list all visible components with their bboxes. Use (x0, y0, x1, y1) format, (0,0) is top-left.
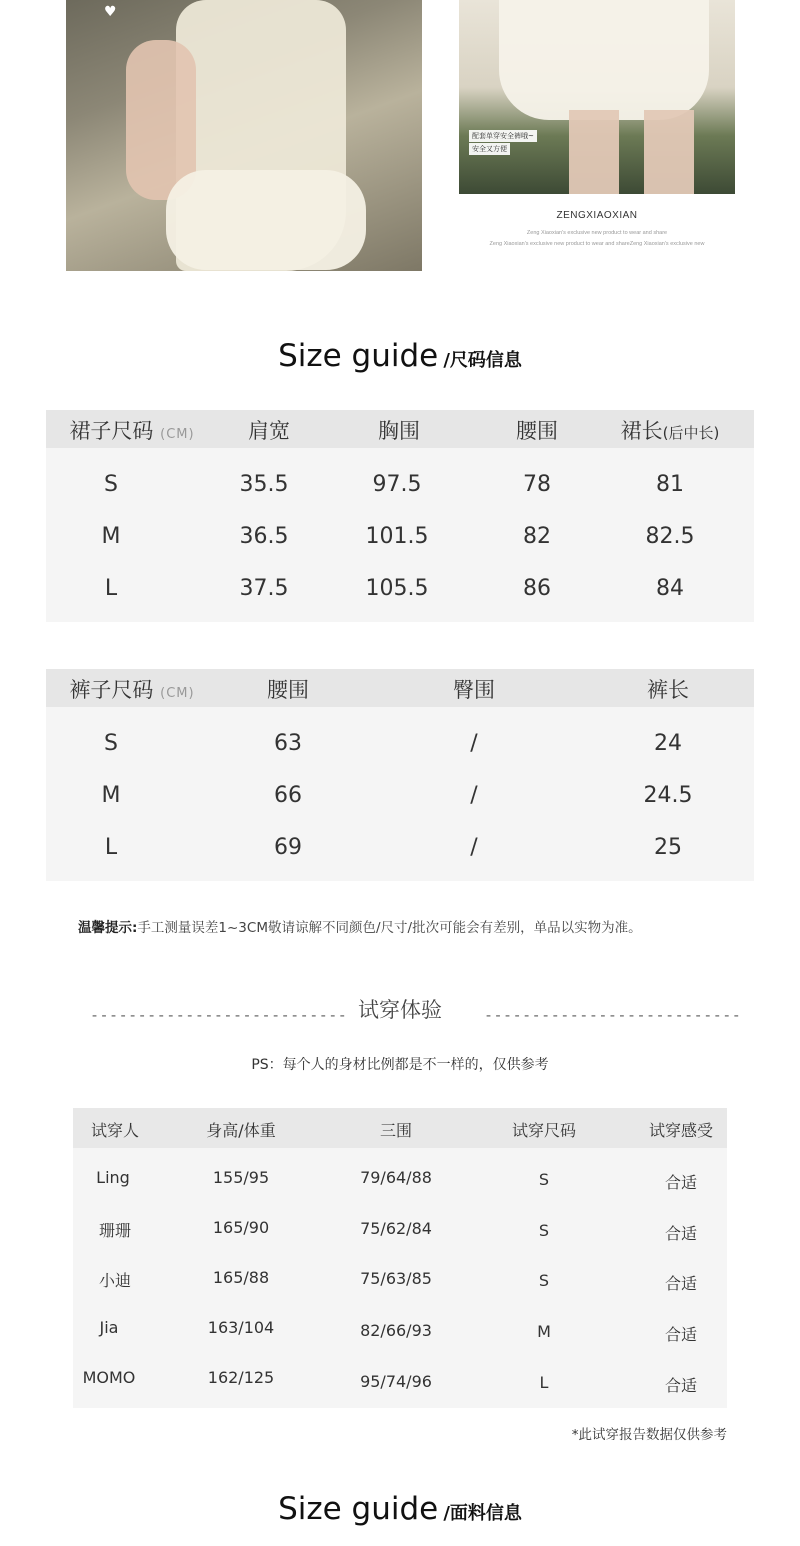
skirt-size-table (46, 410, 754, 622)
table-cell: S (538, 1221, 550, 1240)
skirt-table-header (46, 410, 754, 448)
divider-left: --------------------------- (90, 1006, 348, 1024)
table-cell: 25 (654, 835, 682, 860)
heart-icon: ♥ (104, 4, 117, 20)
table-cell: 97.5 (372, 472, 422, 497)
table-cell: 69 (274, 835, 302, 860)
try-on-footnote: *此试穿报告数据仅供参考 (571, 1427, 727, 1443)
fabric-guide-title: Size guide (278, 1491, 439, 1527)
table-cell: 84 (656, 576, 684, 601)
table-cell: 珊珊 (98, 1221, 132, 1240)
table-cell: 101.5 (365, 524, 429, 549)
table-cell: 155/95 (212, 1168, 270, 1187)
try-on-table (73, 1108, 727, 1408)
brand-subline-2: Zeng Xiaoxian's exclusive new product to wear and shareZeng Xiaoxian's exclusive new (489, 241, 705, 247)
header-shoulder: 肩宽 (248, 419, 290, 443)
header-tester: 试穿人 (90, 1121, 140, 1140)
header-pants-length: 裤长 (647, 678, 689, 702)
table-cell: 105.5 (365, 576, 429, 601)
table-cell: 78 (523, 472, 551, 497)
table-cell: 66 (274, 783, 302, 808)
notice-text: 手工测量误差1~3CM敬请谅解不同颜色/尺寸/批次可能会有差别，单品以实物为准。 (137, 920, 642, 936)
pants-size-header: 裤子尺码 (CM) (69, 678, 195, 702)
header-skirt-length: 裙长(后中长) (620, 419, 720, 443)
table-cell: 35.5 (239, 472, 289, 497)
measurement-notice (78, 916, 642, 936)
header-fit: 试穿感受 (648, 1121, 714, 1140)
table-cell: 79/64/88 (360, 1168, 432, 1187)
fabric-guide-subtitle: /面料信息 (443, 1503, 522, 1524)
pants-table-header (46, 669, 754, 707)
pants-size-table (46, 669, 754, 881)
notice-label: 温馨提示: (78, 920, 138, 936)
size-guide-subtitle: /尺码信息 (443, 350, 522, 371)
product-photo-left (66, 0, 422, 271)
table-cell: 95/74/96 (360, 1372, 432, 1391)
header-tried-size: 试穿尺码 (511, 1121, 577, 1140)
table-cell: 165/90 (212, 1218, 270, 1237)
ps-note: PS：每个人的身材比例都是不一样的，仅供参考 (251, 1057, 549, 1073)
try-on-title: 试穿体验 (358, 998, 442, 1022)
table-cell: Jia (99, 1318, 119, 1337)
table-cell: 82/66/93 (360, 1321, 432, 1340)
table-cell: 小迪 (98, 1271, 132, 1290)
table-cell: L (539, 1373, 549, 1392)
table-cell: 165/88 (212, 1268, 270, 1287)
header-height-weight: 身高/体重 (206, 1121, 276, 1140)
header-waist: 腰围 (267, 678, 309, 702)
table-cell: / (470, 835, 478, 860)
table-cell: S (104, 731, 118, 756)
table-cell: 82 (523, 524, 551, 549)
table-cell: S (538, 1170, 550, 1189)
table-cell: S (104, 472, 118, 497)
table-cell: 163/104 (207, 1318, 275, 1337)
divider-right: --------------------------- (484, 1006, 742, 1024)
table-cell: 162/125 (207, 1368, 275, 1387)
size-guide-heading (0, 338, 800, 374)
table-cell: 75/62/84 (360, 1219, 432, 1238)
skirt-size-header: 裙子尺码 (CM) (69, 419, 195, 443)
table-cell: 合适 (664, 1376, 698, 1395)
table-cell: 82.5 (645, 524, 695, 549)
photo-tag-line-2: 安全又方便 (469, 143, 510, 155)
header-measurements: 三围 (379, 1121, 413, 1140)
brand-name: ZENGXIAOXIAN (556, 210, 638, 221)
table-cell: MOMO (82, 1368, 136, 1387)
table-cell: 24 (654, 731, 682, 756)
table-cell: 24.5 (643, 783, 693, 808)
table-cell: 63 (274, 731, 302, 756)
header-waist: 腰围 (516, 419, 558, 443)
product-photo-right (459, 0, 735, 194)
try-on-table-header (73, 1108, 727, 1148)
table-cell: 36.5 (239, 524, 289, 549)
fabric-guide-heading (0, 1491, 800, 1527)
photo-tag-line-1: 配套单穿安全裤哦~ (469, 130, 537, 142)
table-cell: 合适 (664, 1173, 698, 1192)
table-cell: / (470, 783, 478, 808)
table-cell: L (104, 835, 118, 860)
table-cell: M (537, 1322, 551, 1341)
table-cell: 合适 (664, 1224, 698, 1243)
table-cell: 37.5 (239, 576, 289, 601)
brand-subline-1: Zeng Xiaoxian's exclusive new product to wear and share (526, 230, 668, 236)
table-cell: S (538, 1271, 550, 1290)
table-cell: / (470, 731, 478, 756)
table-cell: 合适 (664, 1274, 698, 1293)
table-cell: 75/63/85 (360, 1269, 432, 1288)
size-guide-title: Size guide (278, 338, 439, 374)
table-cell: M (101, 524, 121, 549)
table-cell: 合适 (664, 1325, 698, 1344)
table-cell: Ling (96, 1168, 130, 1187)
table-cell: M (101, 783, 121, 808)
table-cell: L (104, 576, 118, 601)
table-cell: 81 (656, 472, 684, 497)
table-cell: 86 (523, 576, 551, 601)
header-bust: 胸围 (378, 419, 420, 443)
header-hip: 臀围 (453, 678, 495, 702)
